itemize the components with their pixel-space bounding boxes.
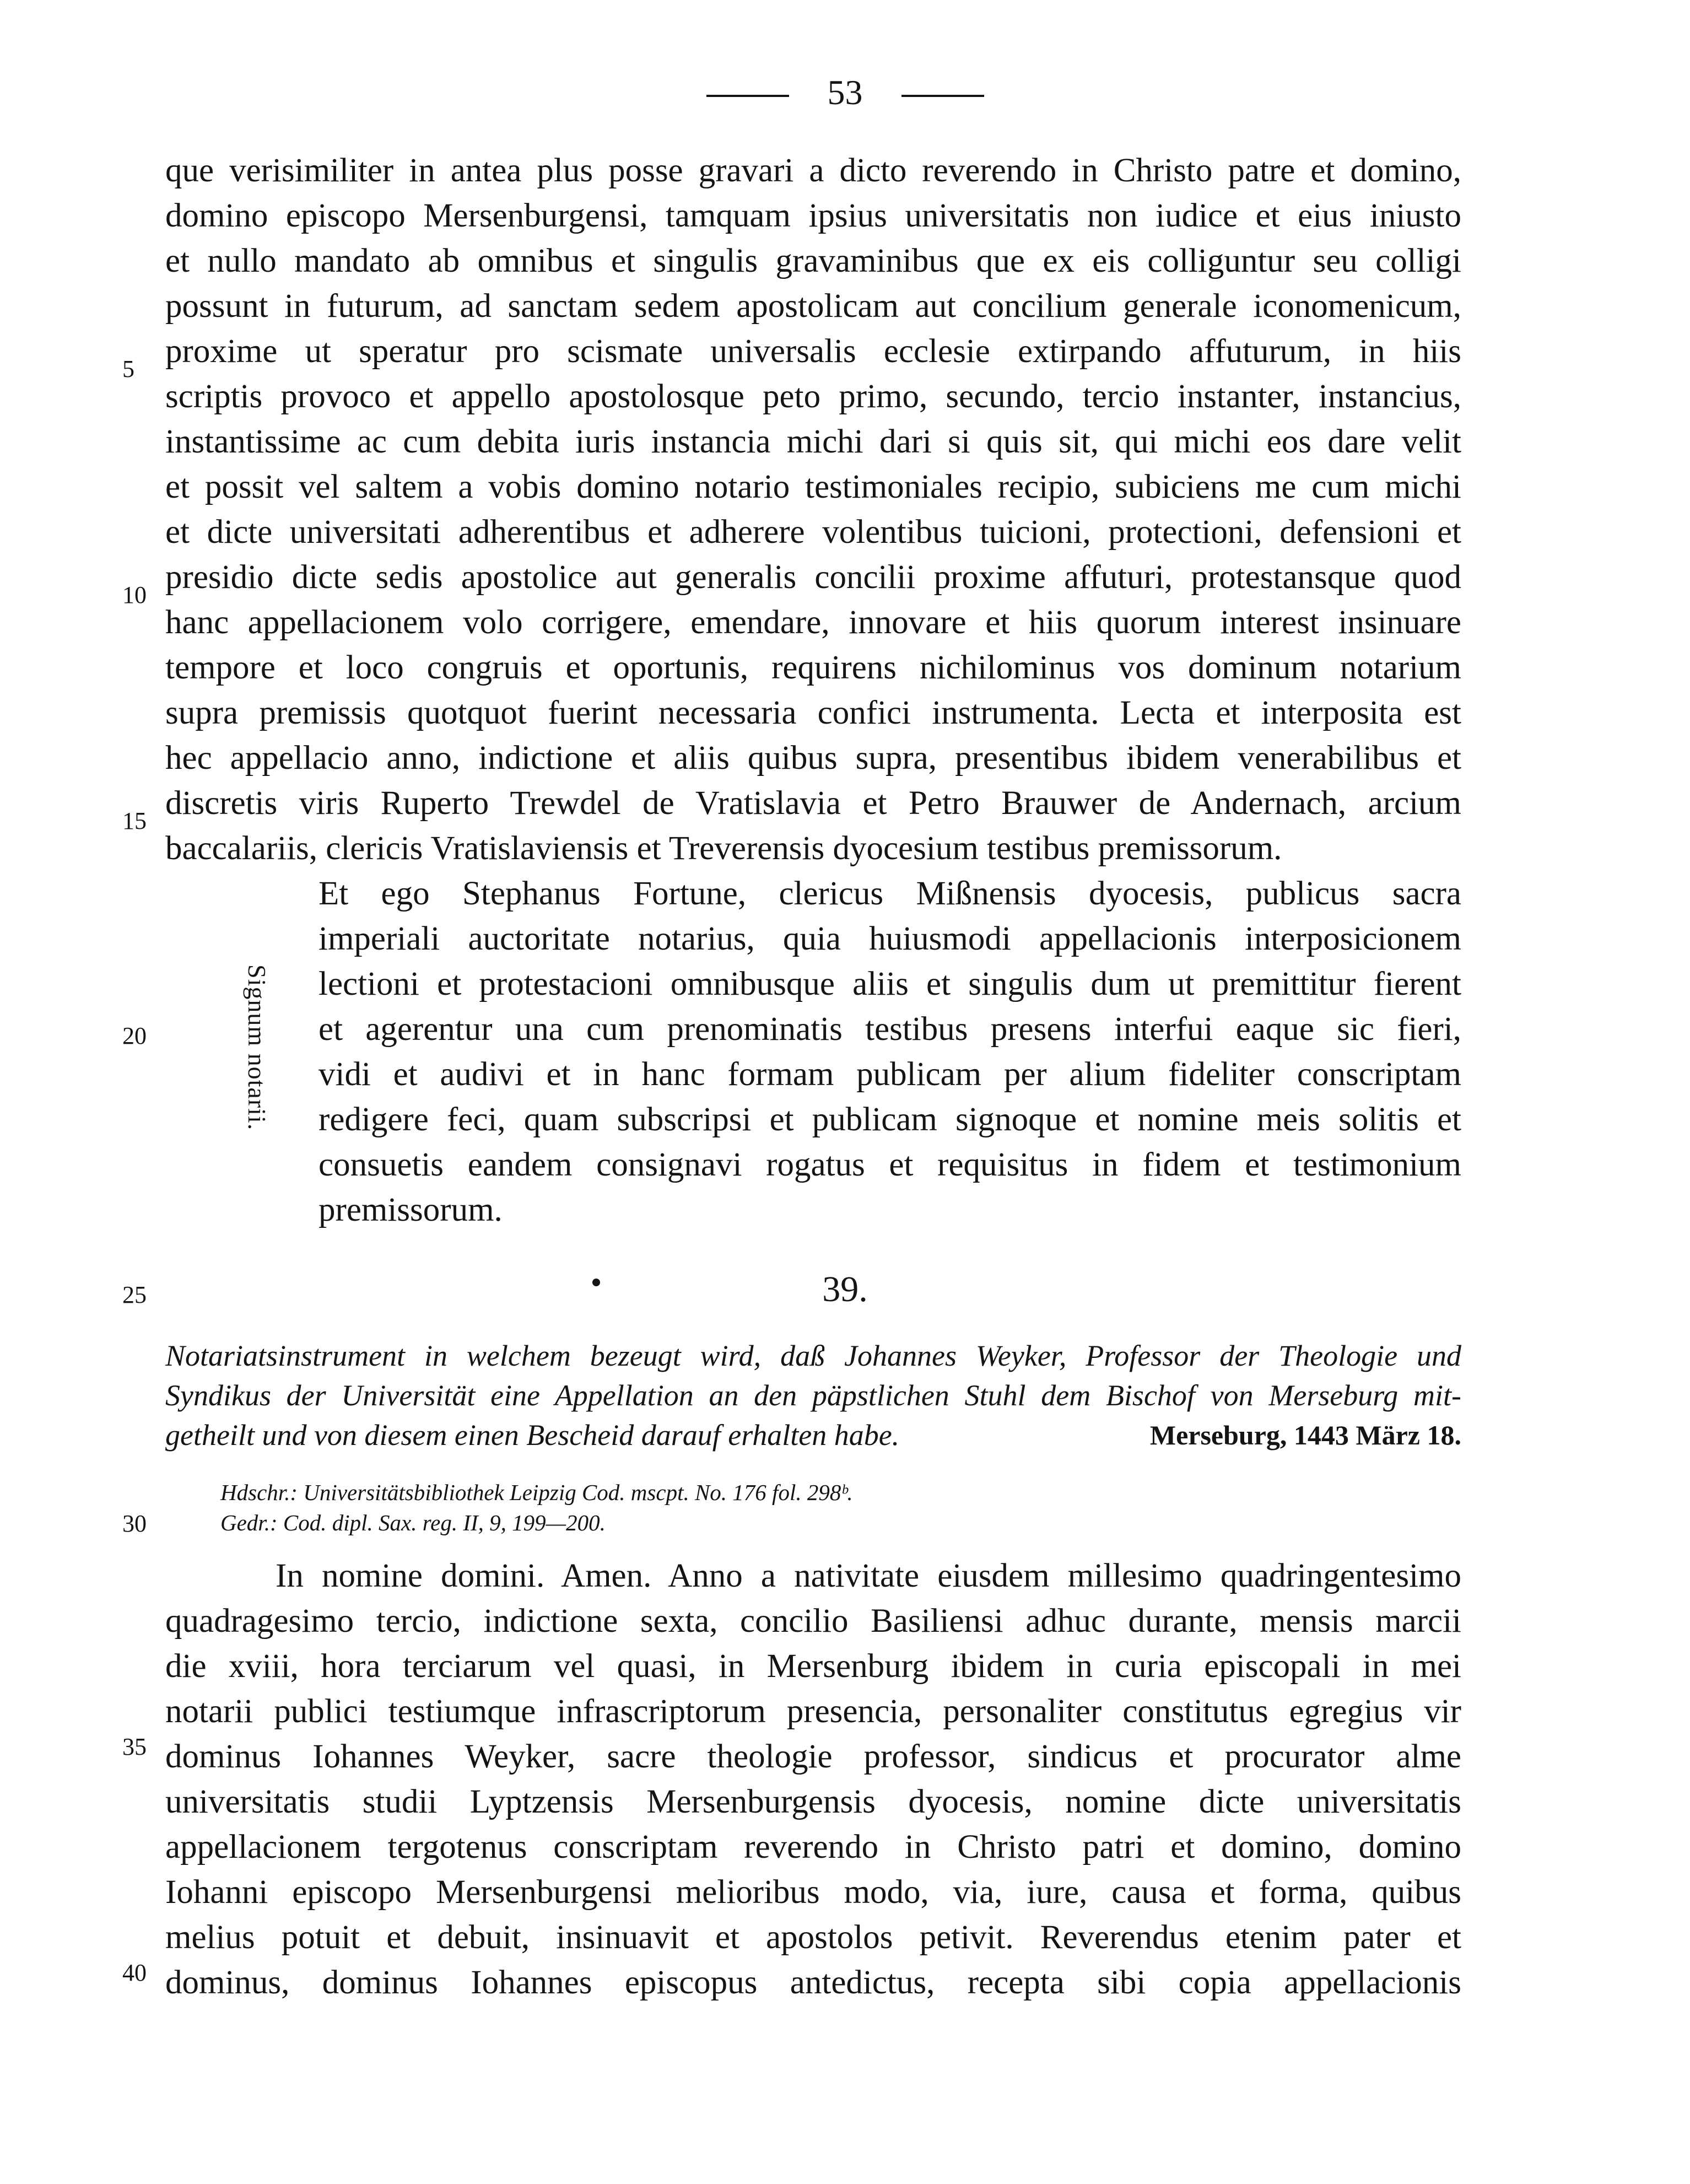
text-line: possunt in futurum, ad sanctam sedem apostolicam aut concilium generale iconomenicum,	[165, 288, 1461, 325]
text-line: que verisimiliter in antea plus posse gravari a dicto reverendo in Christo patre et domino,	[165, 152, 1461, 189]
text-line: appellacionem tergotenus conscriptam reverendo in Christo patri et domino, domino	[165, 1829, 1461, 1865]
notary-line: lectioni et protestacioni omnibusque aliis et singulis dum ut premittitur fierent	[318, 966, 1461, 1002]
line-number: 35	[122, 1733, 147, 1760]
regest-line: Syndikus der Universität eine Appellation an den päpstlichen Stuhl dem Bischof von Merseburg mit-	[165, 1379, 1461, 1412]
page-number-value: 53	[827, 73, 863, 112]
text-line: et possit vel saltem a vobis domino notario testimoniales recipio, subiciens me cum michi	[165, 468, 1461, 505]
text-line: dominus, dominus Iohannes episcopus antedictus, recepta sibi copia appellacionis	[165, 1964, 1461, 2001]
notary-line: consuetis eandem consignavi rogatus et requisitus in fidem et testimonium	[318, 1146, 1461, 1183]
text-line: quadragesimo tercio, indictione sexta, concilio Basiliensi adhuc durante, mensis marcii	[165, 1603, 1461, 1640]
header-rule-right	[901, 95, 984, 97]
text-line: dominus Iohannes Weyker, sacre theologie professor, sindicus et procurator alme	[165, 1738, 1461, 1775]
source-printed: Gedr.: Cod. dipl. Sax. reg. II, 9, 199—200.	[220, 1510, 606, 1535]
text-line: hec appellacio anno, indictione et aliis quibus supra, presentibus ibidem venerabilibus et	[165, 740, 1461, 776]
document-date: Merseburg, 1443 März 18.	[1149, 1420, 1461, 1450]
notary-line: et agerentur una cum prenominatis testibus presens interfui eaque sic fieri,	[318, 1011, 1461, 1048]
line-number: 30	[122, 1510, 147, 1537]
line-number: 20	[122, 1022, 147, 1049]
text-line: baccalariis, clericis Vratislaviensis et Treverensis dyocesium testibus premissorum.	[165, 830, 1282, 867]
text-line: proxime ut speratur pro scismate universalis ecclesie extirpando affuturum, in hiis	[165, 333, 1461, 370]
source-manuscript: Hdschr.: Universitätsbibliothek Leipzig Cod. mscpt. No. 176 fol. 298ᵇ.	[220, 1480, 853, 1505]
line-number: 5	[122, 355, 134, 382]
notary-line: premissorum.	[318, 1191, 503, 1228]
text-line: instantissime ac cum debita iuris instancia michi dari si quis sit, qui michi eos dare velit	[165, 423, 1461, 460]
text-line: domino episcopo Mersenburgensi, tamquam ipsius universitatis non iudice et eius iniusto	[165, 197, 1461, 234]
notary-line: vidi et audivi et in hanc formam publicam per alium fideliter conscriptam	[318, 1056, 1461, 1093]
text-line: In nomine domini. Amen. Anno a nativitate eiusdem millesimo quadringentesimo	[276, 1557, 1461, 1594]
line-number: 15	[122, 807, 147, 834]
line-number: 40	[122, 1959, 147, 1986]
text-line: Iohanni episcopo Mersenburgensi melioribus modo, via, iure, causa et forma, quibus	[165, 1874, 1461, 1911]
text-line: et dicte universitati adherentibus et adherere volentibus tuicioni, protectioni, defensioni et	[165, 514, 1461, 551]
text-line: die xviii, hora terciarum vel quasi, in Mersenburg ibidem in curia episcopali in mei	[165, 1648, 1461, 1685]
text-line: melius potuit et debuit, insinuavit et apostolos petivit. Reverendus etenim pater et	[165, 1919, 1461, 1956]
notary-line: Et ego Stephanus Fortune, clericus Mißnensis dyocesis, publicus sacra	[318, 875, 1461, 912]
page-number	[0, 71, 1690, 115]
notary-line: redigere feci, quam subscripsi et publicam signoque et nomine meis solitis et	[318, 1101, 1461, 1138]
text-line: presidio dicte sedis apostolice aut generalis concilii proxime affuturi, protestansque quod	[165, 559, 1461, 596]
text-line: scriptis provoco et appello apostolosque peto primo, secundo, tercio instanter, instancius,	[165, 378, 1461, 415]
document-number: 39.	[822, 1269, 868, 1309]
line-number: 10	[122, 581, 147, 608]
text-line: notarii publici testiumque infrascriptorum presencia, personaliter constitutus egregius vir	[165, 1693, 1461, 1730]
text-line: universitatis studii Lyptzensis Mersenburgensis dyocesis, nomine dicte universitatis	[165, 1783, 1461, 1820]
notary-line: imperiali auctoritate notarius, quia huiusmodi appellacionis interposicionem	[318, 920, 1461, 957]
text-line: supra premissis quotquot fuerint necessaria confici instrumenta. Lecta et interposita est	[165, 694, 1461, 731]
text-line: tempore et loco congruis et oportunis, requirens nichilominus vos dominum notarium	[165, 649, 1461, 686]
text-line: et nullo mandato ab omnibus et singulis gravaminibus que ex eis colliguntur seu colligi	[165, 242, 1461, 279]
regest-line: Notariatsinstrument in welchem bezeugt wird, daß Johannes Weyker, Professor der Theologie und	[165, 1339, 1461, 1372]
text-line: hanc appellacionem volo corrigere, emendare, innovare et hiis quorum interest insinuare	[165, 604, 1461, 641]
text-line: discretis viris Ruperto Trewdel de Vratislavia et Petro Brauwer de Andernach, arcium	[165, 785, 1461, 822]
header-rule-left	[706, 95, 789, 97]
regest-line: getheilt und von diesem einen Bescheid darauf erhalten habe.	[165, 1419, 900, 1452]
signum-notarii-label: Signum notarii.	[243, 964, 271, 1131]
line-number: 25	[122, 1281, 147, 1308]
